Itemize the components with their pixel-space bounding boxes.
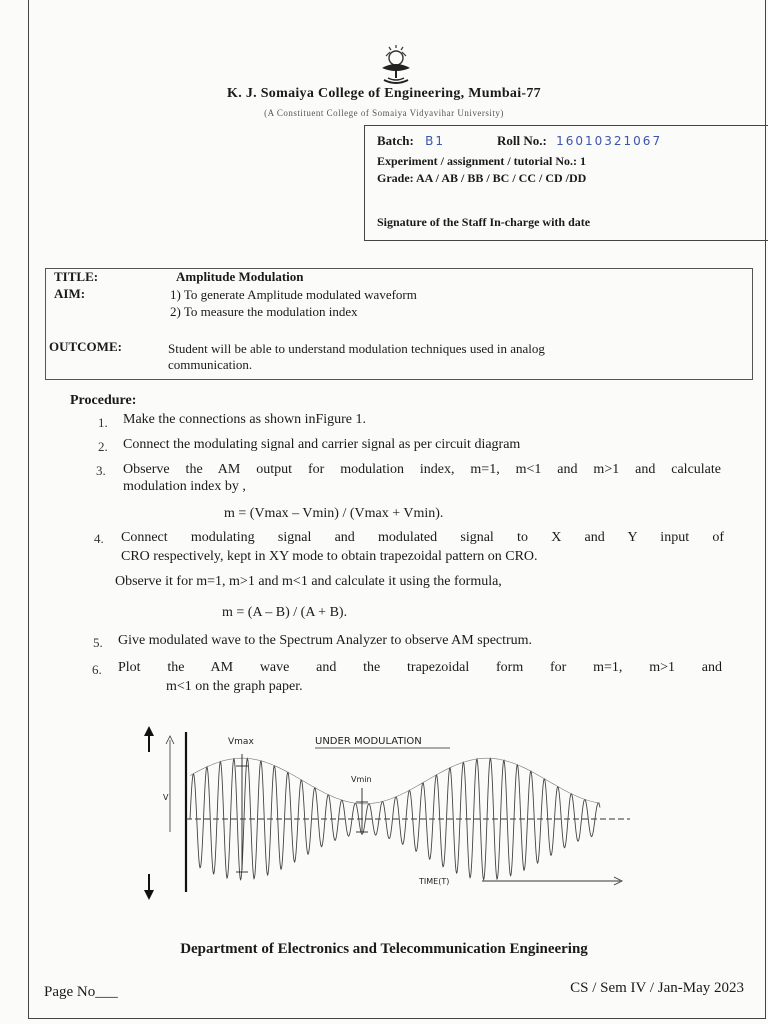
staff-signature: Signature of the Staff In-charge with date: [377, 215, 591, 229]
figure-title: UNDER MODULATION: [315, 736, 422, 747]
experiment-no: Experiment / assignment / tutorial No.: 1: [377, 154, 586, 168]
page-number: Page No___: [44, 984, 118, 1000]
roll-value: 16010321067: [556, 134, 663, 148]
aim-item-2: 2) To measure the modulation index: [170, 304, 358, 319]
step-3-number: 3.: [96, 463, 106, 478]
formula-trapezoid: m = (A – B) / (A + B).: [222, 605, 348, 620]
time-arrow: [482, 877, 622, 885]
roll-row: [497, 133, 662, 149]
step-3-text-a: Observe the AM output for modulation index, m=1, m<1 and m>1 and calculate: [123, 462, 721, 477]
college-subtitle: (A Constituent College of Somaiya Vidyavihar University): [264, 108, 504, 118]
envelope-trace: [190, 758, 600, 804]
semester-info: CS / Sem IV / Jan-May 2023: [570, 980, 744, 996]
batch-label: Batch:: [377, 133, 414, 148]
step-4-text-a: Connect modulating signal and modulated signal to X and Y input of: [121, 530, 724, 545]
step-3-text-b: modulation index by ,: [123, 479, 246, 494]
time-label: TIME(T): [419, 877, 450, 886]
roll-label: Roll No.:: [497, 133, 547, 148]
am-waveform-figure: [130, 722, 650, 907]
step-6-text-a: Plot the AM wave and the trapezoidal form for m=1, m>1 and: [118, 660, 722, 675]
step-5-number: 5.: [93, 635, 103, 650]
outcome-label: OUTCOME:: [49, 339, 122, 354]
title-label: TITLE:: [54, 269, 99, 284]
step-4-number: 4.: [94, 531, 104, 546]
formula-vmax-vmin: m = (Vmax – Vmin) / (Vmax + Vmin).: [224, 506, 444, 521]
y-arrows: [144, 726, 174, 900]
vmax-label: Vmax: [228, 737, 254, 747]
college-name: K. J. Somaiya College of Engineering, Mumbai-77: [227, 86, 541, 101]
batch-info-box: [364, 125, 768, 241]
aim-item-1: 1) To generate Amplitude modulated waveform: [170, 287, 417, 302]
outcome-text-2: communication.: [168, 357, 253, 372]
step-6-number: 6.: [92, 662, 102, 677]
step-2-number: 2.: [98, 439, 108, 454]
grade-row: Grade: AA / AB / BB / BC / CC / CD /DD: [377, 171, 587, 185]
title-box: [45, 268, 753, 380]
procedure-heading: Procedure:: [70, 393, 137, 408]
aim-label: AIM:: [54, 286, 86, 301]
outcome-text-1: Student will be able to understand modulation techniques used in analog: [168, 341, 545, 356]
batch-value: B1: [425, 134, 445, 148]
batch-row: [377, 133, 445, 149]
department-footer: Department of Electronics and Telecommunication Engineering: [180, 941, 588, 957]
step-1-number: 1.: [98, 415, 108, 430]
vmin-label: Vmin: [351, 775, 372, 784]
step-2-text: Connect the modulating signal and carrier signal as per circuit diagram: [123, 437, 521, 452]
step-4-text-c: Observe it for m=1, m>1 and m<1 and calculate it using the formula,: [115, 574, 502, 589]
college-logo-icon: [372, 44, 420, 88]
step-1-text: Make the connections as shown inFigure 1.: [123, 412, 367, 427]
step-6-text-b: m<1 on the graph paper.: [166, 679, 303, 694]
step-4-text-b: CRO respectively, kept in XY mode to obtain trapezoidal pattern on CRO.: [121, 549, 538, 564]
title-value: Amplitude Modulation: [176, 269, 304, 284]
v-label: V: [163, 793, 169, 802]
step-5-text: Give modulated wave to the Spectrum Analyzer to observe AM spectrum.: [118, 633, 533, 648]
